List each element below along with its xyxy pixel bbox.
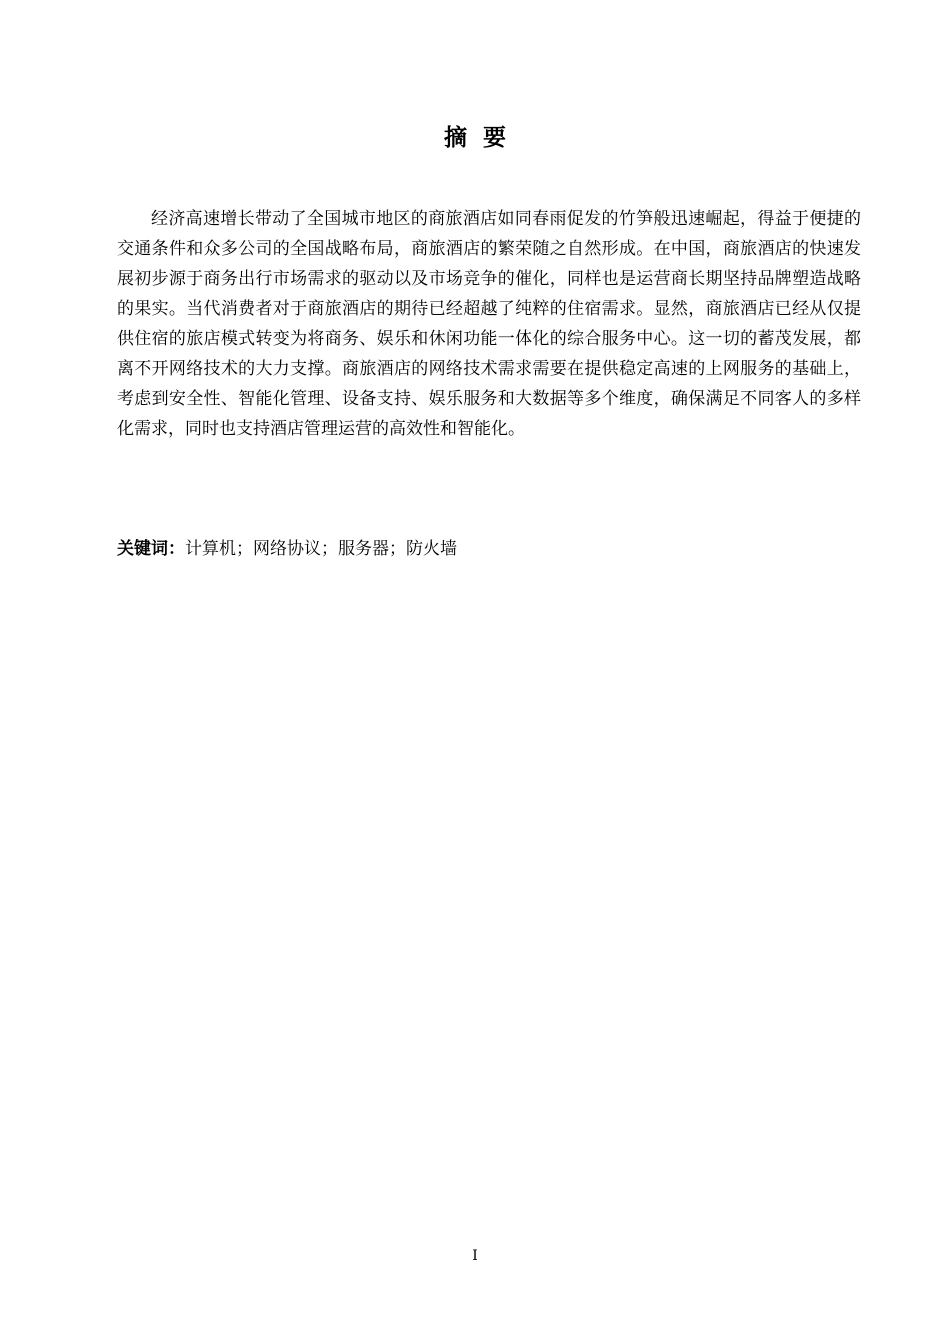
abstract-paragraph: 经济高速增长带动了全国城市地区的商旅酒店如同春雨促发的竹笋般迅速崛起，得益于便捷的交通条件和众多公司的全国战略布局，商旅酒店的繁荣随之自然形成。在中国，商旅酒店的快速发展初步源于商务出行市场需求的驱动以及市场竞争的催化，同样也是运营商长期坚持品牌塑造战略的果实。当代消费者对于商旅酒店的期待已经超越了纯粹的住宿需求。显然，商旅酒店已经从仅提供住宿的旅店模式转变为将商务、娱乐和休闲功能一体化的综合服务中心。这一切的蓄茂发展，都离不开网络技术的大力支撑。商旅酒店的网络技术需求需要在提供稳定高速的上网服务的基础上，考虑到安全性、智能化管理、设备支持、娱乐服务和大数据等多个维度，确保满足不同客人的多样化需求，同时也支持酒店管理运营的高效性和智能化。 xyxy=(117,209,861,439)
keywords-label: 关键词： xyxy=(117,539,185,559)
page-title: 摘要 xyxy=(444,125,522,151)
keywords-text: 计算机；网络协议；服务器；防火墙 xyxy=(185,539,457,559)
page-number: I xyxy=(472,1248,478,1264)
keywords-line xyxy=(117,535,861,563)
